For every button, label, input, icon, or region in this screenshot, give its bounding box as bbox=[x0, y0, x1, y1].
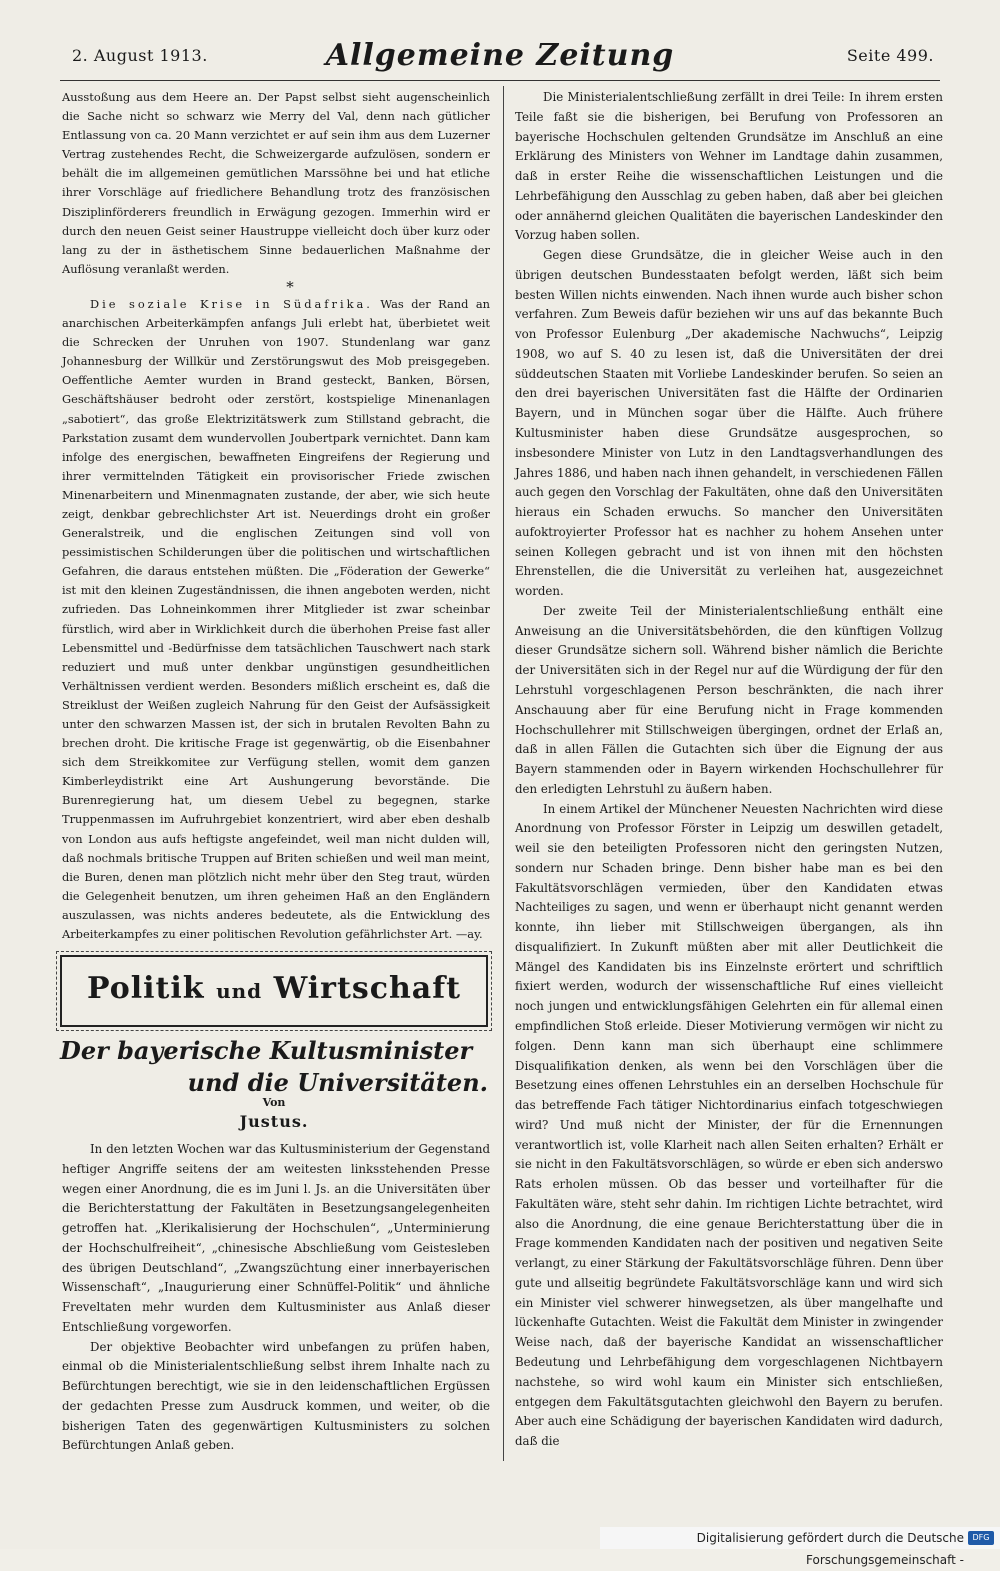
article-paragraph-2: Der objektive Beobachter wird unbefangen zu prüfen haben, einmal ob die Ministerialentschließung selbst ihrem Inhalte nach zu Befürchtungen berechtigt, wie sie in den leidenschaftlichen Ergüssen der gedachten Presse zum Ausdruck kommen, und weiter, ob die bisherigen Taten des gegenwärtigen Kultusministers zu solchen Befürchtungen Anlaß geben. bbox=[62, 1339, 490, 1453]
byline-author: Justus. bbox=[239, 1112, 309, 1131]
section-label-economy: Wirtschaft bbox=[273, 971, 461, 1006]
byline-prefix: Von bbox=[262, 1096, 286, 1109]
author-signature: —ay. bbox=[455, 927, 483, 942]
right-paragraph-4: In einem Artikel der Münchener Neuesten Nachrichten wird diese Anordnung von Professor Förster in Leipzig um deswillen getadelt, weil sie den beteiligten Professoren nicht den geringsten Nutzen, sondern nur Schaden bringe. Denn bisher habe man es bei den Fakultätsvorschlägen vermieden, über den Kandidaten etwas Nachteiliges zu sagen, und wenn er überhaupt nicht genannt werden konnte, ihn lieber mit Stillschweigen übergangen, als ihn disqualifiziert. In Zukunft müßten aber mit aller Deutlichkeit die Mängel des Kandidaten bis ins Einzelnste erörtert und schriftlich fixiert werden, wodurch der wissenschaftliche Ruf eines vielleicht noch jungen und entwicklungsfähigen Gelehrten ein für allemal einen empfindlichen Stoß erleide. Dieser Motivierung vermögen wir nicht zu folgen. Denn kann man sich überhaupt eine schlimmere Disqualifikation denken, als wenn bei den Vorschlägen über die Besetzung eines offenen Lehrstuhles ein an derselben Hochschule für das betreffende Fach tätiger Nichtordinarius einfach totgeschwiegen wird? Und muß nicht der Minister, der für die Ernennungen verantwortlich ist, volle Klarheit nach allen Seiten erhalten? Erhält er sie nicht in den Fakultätsvorschlägen, so würde er eben sich anderswo Rats erholen müssen. Ob das besser und vorteilhafter für die Fakultäten wäre, steht sehr dahin. Im richtigen Lichte betrachtet, wird also die Anordnung, die eine genaue Berichterstattung über die in Frage kommenden Kandidaten nach der positiven und negativen Seite verlangt, zu einer Stärkung der Fakultätsvorschläge führen. Denn über gute und allseitig begründete Fakultätsvorschläge kann und wird sich ein Minister viel schwerer hinwegsetzen, als über mangelhafte und lückenhafte Gutachten. Weist die Fakultät dem Minister in zwingender Weise nach, daß der bayerische Kandidat an wissenschaftlicher Bedeutung und Lehrbefähigung dem vorgeschlagenen Nichtbayern nachstehe, so wird wohl kaum ein Minister sich entschließen, entgegen dem Fakultätsgutachten gleichwohl den Bayern zu berufen. Aber auch eine Schädigung der bayerischen Kandidaten wird dadurch, daß die bbox=[515, 801, 943, 1449]
issue-date: 2. August 1913. bbox=[72, 46, 208, 65]
section-label-politics: Politik bbox=[87, 971, 205, 1006]
headline-line-2: und die Universitäten. bbox=[187, 1068, 488, 1097]
section-header-box bbox=[60, 955, 488, 1027]
left-column-article bbox=[62, 1140, 490, 1456]
footer-text: Digitalisierung gefördert durch die Deutsche Forschungsgemeinschaft - bbox=[696, 1531, 964, 1567]
article-paragraph-1: In den letzten Wochen war das Kultusministerium der Gegenstand heftiger Angriffe seitens der am weitesten linksstehenden Presse wegen einer Anordnung, die es im Juni l. Js. an die Universitäten über die Berichterstattung der Fakultäten in Besetzungsangelegenheiten getroffen hat. „Klerikalisierung der Hochschulen“, „Unterminierung der Hochschulfreiheit“, „chinesische Abschließung vom Geistesleben des übrigen Deutschland“, „Zwangszüchtung einer innerbayerischen Wissenschaft“, „Inaugurierung einer Schnüffel-Politik“ und ähnliche Freveltaten mehr wurden dem Kultusminister aus Anlaß dieser Entschließung vorgeworfen. bbox=[62, 1142, 490, 1334]
right-paragraph-3: Der zweite Teil der Ministerialentschließung enthält eine Anweisung an die Universitätsbehörden, die den künftigen Vollzug dieser Grundsätze sichern soll. Während bisher nämlich die Berichte der Universitäten sich in der Regel nur auf die Würdigung der für den Lehrstuhl vorgeschlagenen Person beschränkten, die nach ihrer Anschauung aber für eine Berufung nicht in Frage kommenden Hochschullehrer mit Stillschweigen übergingen, ordnet der Erlaß an, daß in allen Fällen die Gutachten sich über die Eignung der aus Bayern stammenden oder in Bayern wirkenden Hochschullehrer für den erledigten Lehrstuhl zu äußern haben. bbox=[515, 603, 943, 796]
paragraph-south-africa bbox=[62, 295, 490, 944]
header-rule bbox=[60, 80, 940, 81]
paragraph-lead-south-africa: Die soziale Krise in Südafrika. bbox=[90, 296, 373, 311]
section-header-label bbox=[62, 971, 486, 1006]
page-number: Seite 499. bbox=[846, 46, 934, 65]
paragraph-south-africa-body: Was der Rand an anarchischen Arbeiterkämpfen anfangs Juli erlebt hat, überbietet weit die Schrecken der Unruhen von 1907. Stundenlang war ganz Johannesburg der Willkür und Zerstörungswut des Mob preisgegeben. Oeffentliche Aemter wurden in Brand gesteckt, Banken, Börsen, Geschäftshäuser bedroht oder zerstört, kostspielige Minenanlagen „sabotiert“, das große Elektrizitätswerk zum Stillstand gebracht, die Parkstation zusamt dem wundervollen Joubertpark vernichtet. Dann kam infolge des energischen, bewaffneten Eingreifens der Regierung und ihrer vermittelnden Tätigkeit ein provisorischer Friede zwischen Minenarbeitern und Minenmagnaten zustande, der aber, wie sich heute zeigt, denkbar gebrechlichster Art ist. Neuerdings droht ein großer Generalstreik, und die englischen Zeitungen sind voll von pessimistischen Schilderungen über die politischen und wirtschaftlichen Gefahren, die daraus entstehen müßten. Die „Föderation der Gewerke“ ist mit den kleinen Zugeständnissen, die ihnen angeboten werden, nicht zufrieden. Das Lohneinkommen ihrer Mitglieder ist zwar scheinbar fürstlich, wird aber in Wirklichkeit durch die überhohen Preise fast aller Lebensmittel und -Bedürfnisse dem tatsächlichen Tauschwert nach stark reduziert und muß unter denkbar ungünstigen gesundheitlichen Verhältnissen verdient werden. Besonders mißlich erscheint es, daß die Streiklust der Weißen zugleich Nahrung für den Geist der Aufsässigkeit unter den schwarzen Massen ist, der sich in brutalen Revolten Bahn zu brechen droht. Die kritische Frage ist gegenwärtig, ob die Eisenbahner sich dem Streikkomitee zur Verfügung stellen, womit dem ganzen Kimberleydistrikt eine Art Aushungerung bevorstände. Die Burenregierung hat, um diesem Uebel zu begegnen, starke Truppenmassen im Aufruhrgebiet konzentriert, wird aber eben deshalb von London aus aufs heftigste angefeindet, weil man nicht dulden will, daß nochmals britische Truppen auf Briten schießen und weil man meint, die Buren, denen man plötzlich nicht mehr über den Steg traut, würden die Gelegenheit benutzen, um ihren geheimen Haß an den Engländern auszulassen, was nichts anderes bedeutete, als die Entwicklung des Arbeiterkampfes zu einer politischen Revolution gefährlichster Art. bbox=[62, 296, 491, 942]
section-separator-star: * bbox=[286, 277, 294, 296]
right-paragraph-2: Gegen diese Grundsätze, die in gleicher Weise auch in den übrigen deutschen Bundesstaaten befolgt werden, läßt sich beim besten Willen nichts einwenden. Nach ihnen wurde auch bisher schon verfahren. Zum Beweis dafür beziehen wir uns auf das bekannte Buch von Professor Eulenburg „Der akademische Nachwuchs“, Leipzig 1908, wo auf S. 40 zu lesen ist, daß die Universitäten der drei süddeutschen Staaten mit Vorliebe Landeskinder berufen. So seien an den drei bayerischen Universitäten fast die Hälfte der Ordinarien Bayern, und in München sogar über die Hälfte. Auch frühere Kultusminister haben diese Grundsätze ausgesprochen, so insbesondere Minister von Lutz in den Landtagsverhandlungen des Jahres 1886, und haben nach ihnen gehandelt, in verschiedenen Fällen auch gegen den Vorschlag der Fakultäten, ohne daß den Universitäten hieraus ein Schaden erwuchs. So mancher den Universitäten aufoktroyierter Professor hat es nachher zu hohem Ansehen unter seinen Kollegen gebracht und ist von ihnen mit den höchsten Ehrenstellen, die die Universität zu verleihen hat, ausgezeichnet worden. bbox=[515, 248, 943, 599]
masthead bbox=[60, 38, 940, 78]
digitization-footer bbox=[600, 1527, 1000, 1567]
column-divider bbox=[503, 86, 504, 1461]
newspaper-title: Allgemeine Zeitung bbox=[325, 38, 675, 73]
section-label-and: und bbox=[216, 979, 263, 1003]
right-paragraph-1: Die Ministerialentschließung zerfällt in drei Teile: In ihrem ersten Teile faßt sie die bisherigen, bei Berufung von Professoren an bayerische Hochschulen geltenden Grundsätze im Anschluß an eine Erklärung des Ministers von Wehner im Landtage dahin zusammen, daß in erster Reihe die wissenschaftlichen Leistungen und die Lehrbefähigung den Ausschlag zu geben haben, daß aber bei gleichen oder annähernd gleichen Qualitäten die bayerischen Landeskinder den Vorzug haben sollen. bbox=[515, 90, 943, 243]
paragraph-swiss-guard: Ausstoßung aus dem Heere an. Der Papst selbst sieht augenscheinlich die Sache nicht so schwarz wie Merry del Val, denn nach gütlicher Entlassung von ca. 20 Mann verzichtet er auf sein ihm aus dem Luzerner Vertrag zustehendes Recht, die Schweizergarde aufzulösen, sondern er behält die im allgemeinen gemütlichen Marssöhne bei und hat etliche ihrer Vorschläge auf friedlichere Behandlung trotz des französischen Disziplinförderers freundlich in Erwägung gezogen. Immerhin wird er durch den neuen Geist seiner Haustruppe vielleicht doch über kurz oder lang zu der in ästhetischem Sinne bedauerlichen Maßnahme der Auflösung veranlaßt werden. bbox=[62, 90, 490, 276]
headline-line-1: Der bayerische Kultusminister bbox=[60, 1036, 473, 1065]
dfg-logo-icon: DFG bbox=[968, 1531, 994, 1545]
left-column-top bbox=[62, 88, 490, 944]
article-headline bbox=[60, 1035, 488, 1099]
right-column bbox=[515, 88, 943, 1452]
